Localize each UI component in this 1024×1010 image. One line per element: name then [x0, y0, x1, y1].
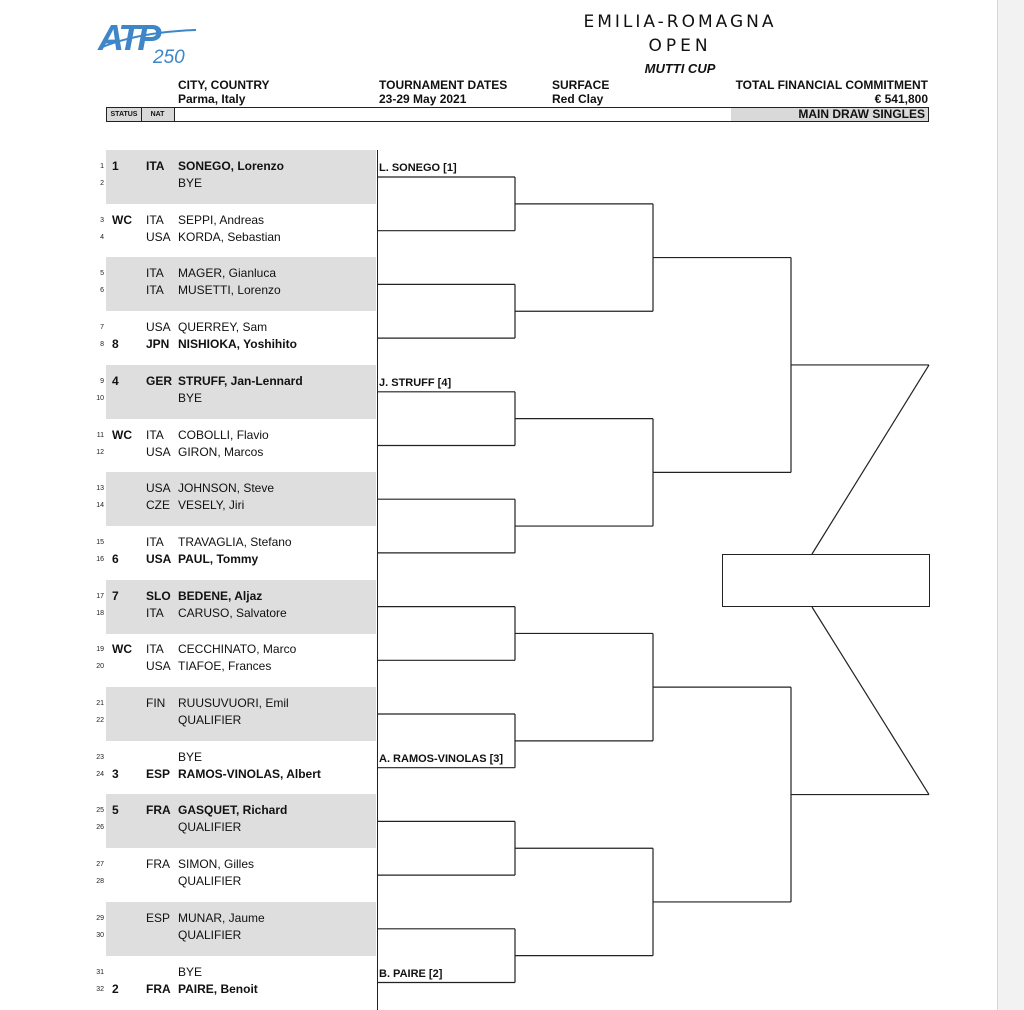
draw-position: 10 — [96, 394, 104, 402]
draw-position: 20 — [96, 663, 104, 671]
draw-position: 19 — [96, 646, 104, 654]
commitment-value: € 541,800 — [874, 92, 928, 106]
tournament-title: EMILIA-ROMAGNA — [583, 12, 777, 32]
player-name: PAIRE, Benoit — [178, 981, 258, 996]
player-name: CARUSO, Salvatore — [178, 605, 287, 620]
player-name: PAUL, Tommy — [178, 551, 259, 566]
player-name: GASQUET, Richard — [178, 803, 288, 818]
player-name: CECCHINATO, Marco — [178, 642, 297, 657]
player-name: SONEGO, Lorenzo — [178, 159, 285, 173]
player-name: GIRON, Marcos — [178, 444, 264, 459]
player-name: QUERREY, Sam — [178, 320, 268, 335]
draw-position: 26 — [96, 824, 104, 832]
draw-position: 21 — [96, 700, 104, 707]
seed-status: WC — [112, 427, 132, 442]
draw-position: 27 — [96, 861, 104, 869]
commitment-label: TOTAL FINANCIAL COMMITMENT — [735, 78, 928, 92]
dates-label: TOURNAMENT DATES — [379, 78, 508, 92]
player-name: NISHIOKA, Yoshihito — [178, 337, 297, 352]
draw-position: 2 — [100, 180, 104, 187]
seed-status: 6 — [112, 551, 119, 566]
draw-position: 15 — [96, 538, 104, 546]
nationality: FRA — [146, 981, 171, 996]
player-name: SEPPI, Andreas — [178, 212, 265, 227]
nationality: ITA — [146, 642, 164, 657]
draw-position: 30 — [96, 931, 104, 939]
nationality: USA — [146, 320, 171, 335]
draw-position: 11 — [96, 431, 104, 439]
draw-position: 9 — [100, 377, 104, 385]
seed-status: 7 — [112, 588, 119, 603]
draw-position: 1 — [100, 163, 104, 170]
nationality: JPN — [146, 337, 170, 352]
player-name: BYE — [178, 390, 203, 405]
draw-position: 18 — [96, 609, 104, 617]
player-name: QUALIFIER — [178, 927, 242, 942]
draw-position: 5 — [100, 270, 104, 278]
city-value: Parma, Italy — [178, 92, 246, 106]
draw-position: 31 — [96, 968, 104, 976]
seed-status: 3 — [112, 766, 119, 781]
nationality: ITA — [146, 605, 164, 620]
seed-status: 2 — [112, 981, 119, 996]
logo-brand: ATP — [98, 17, 159, 58]
nationality: FIN — [146, 696, 166, 710]
nationality: USA — [146, 481, 171, 496]
player-name: TRAVAGLIA, Stefano — [178, 534, 292, 549]
player-name: BEDENE, Aljaz — [178, 588, 263, 603]
surface-label: SURFACE — [552, 78, 610, 92]
round2-advance-label: B. PAIRE [2] — [379, 967, 443, 980]
round2-advance-label: J. STRUFF [4] — [379, 376, 452, 389]
draw-position: 23 — [96, 753, 104, 761]
player-name: COBOLLI, Flavio — [178, 427, 269, 442]
tournament-sponsor: MUTTI CUP — [644, 61, 716, 76]
player-name: KORDA, Sebastian — [178, 229, 281, 244]
nationality: FRA — [146, 857, 170, 872]
nationality: ITA — [146, 266, 164, 281]
nationality: ITA — [146, 534, 164, 549]
draw-position: 22 — [96, 717, 104, 724]
nationality: ITA — [146, 159, 165, 173]
draw-position: 17 — [96, 592, 104, 600]
section-title: MAIN DRAW SINGLES — [798, 107, 925, 121]
nationality: ESP — [146, 910, 171, 925]
bracket-line — [812, 607, 929, 795]
player-name: MUSETTI, Lorenzo — [178, 283, 281, 298]
nationality: ITA — [146, 283, 164, 298]
player-name: BYE — [178, 964, 203, 979]
status-column-header: STATUS — [107, 108, 142, 121]
draw-position: 28 — [96, 878, 104, 886]
draw-position: 32 — [96, 985, 104, 993]
draw-position: 14 — [96, 502, 104, 510]
player-name: TIAFOE, Frances — [178, 659, 272, 674]
player-name: RUUSUVUORI, Emil — [178, 696, 289, 710]
draw-position: 7 — [100, 324, 104, 332]
player-name: STRUFF, Jan-Lennard — [178, 373, 303, 388]
player-name: QUALIFIER — [178, 713, 242, 727]
player-name: BYE — [178, 749, 203, 764]
player-name: MUNAR, Jaume — [178, 910, 265, 925]
draw-position: 3 — [100, 216, 104, 224]
player-name: SIMON, Gilles — [178, 857, 255, 872]
seed-status: 1 — [112, 159, 119, 173]
round2-advance-label: A. RAMOS-VINOLAS [3] — [379, 752, 504, 765]
draw-position: 13 — [96, 485, 104, 493]
player-name: MAGER, Gianluca — [178, 266, 277, 281]
dates-value: 23-29 May 2021 — [379, 92, 467, 106]
nationality: USA — [146, 444, 171, 459]
player-name: BYE — [178, 176, 203, 190]
draw-position: 6 — [100, 287, 104, 295]
nat-column-header: NAT — [141, 108, 175, 121]
seed-status: 8 — [112, 337, 119, 352]
draw-position: 4 — [100, 233, 104, 241]
city-label: CITY, COUNTRY — [178, 78, 270, 92]
nationality: GER — [146, 373, 173, 388]
player-name: JOHNSON, Steve — [178, 481, 275, 496]
draw-position: 16 — [96, 555, 104, 563]
nationality: CZE — [146, 498, 170, 513]
nationality: USA — [146, 229, 171, 244]
draw-position: 12 — [96, 448, 104, 456]
seed-status: 4 — [112, 373, 119, 388]
nationality: SLO — [146, 588, 171, 603]
seed-status: 5 — [112, 803, 119, 818]
logo-level: 250 — [153, 47, 185, 68]
bracket-line — [812, 365, 929, 554]
draw-position: 8 — [100, 341, 104, 349]
surface-value: Red Clay — [552, 92, 604, 106]
draw-position: 25 — [96, 807, 104, 815]
player-name: QUALIFIER — [178, 874, 242, 889]
player-name: RAMOS-VINOLAS, Albert — [178, 766, 321, 781]
player-name: QUALIFIER — [178, 820, 242, 835]
nationality: USA — [146, 659, 171, 674]
player-name: VESELY, Jiri — [178, 498, 245, 513]
nationality: ITA — [146, 427, 164, 442]
draw-position: 29 — [96, 914, 104, 922]
draw-position: 24 — [96, 770, 104, 778]
nationality: ESP — [146, 766, 171, 781]
nationality: FRA — [146, 803, 171, 818]
tournament-subtitle: OPEN — [648, 36, 712, 56]
seed-status: WC — [112, 642, 132, 657]
nationality: ITA — [146, 212, 164, 227]
seed-status: WC — [112, 212, 132, 227]
champion-box — [722, 554, 930, 607]
nationality: USA — [146, 551, 172, 566]
round2-advance-label: L. SONEGO [1] — [379, 162, 457, 174]
